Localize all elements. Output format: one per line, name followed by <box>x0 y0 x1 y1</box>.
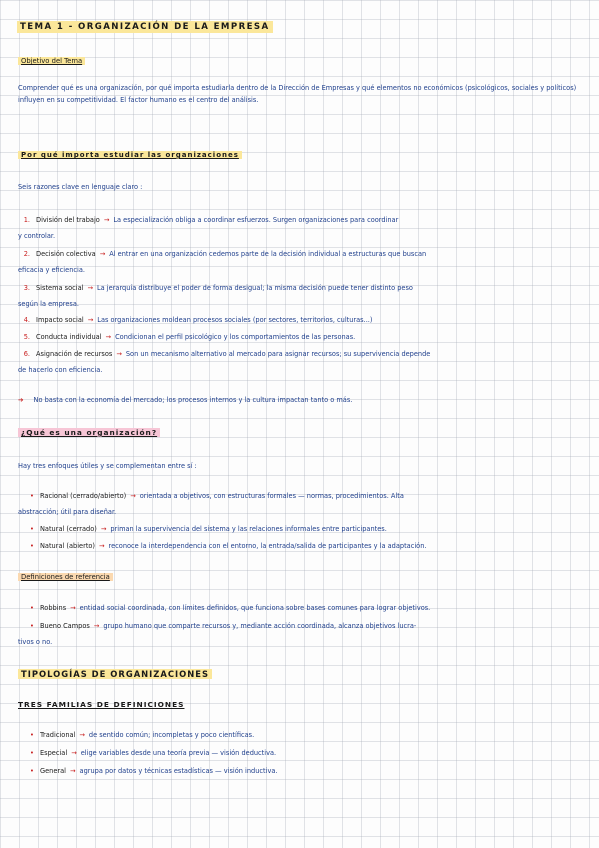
what-item-2: • Natural (cerrado) → priman la supervivencia del sistema y las relaciones informales entre participantes. <box>30 525 387 533</box>
objective-text: Comprender qué es una organización, por qué importa estudiarla dentro de la Dirección de Empresas y qué elementos no económicos (psicológicos, sociales y políticos) influyen en su competitividad. El factor humano es el centro del análisis. <box>18 84 577 104</box>
defs-heading: Definiciones de referencia <box>18 573 113 581</box>
objective-heading: Objetivo del Tema <box>18 57 85 65</box>
arrow-icon: → <box>99 542 105 550</box>
why-item-3-cont: según la empresa. <box>18 300 79 308</box>
why-item-1-cont: y controlar. <box>18 232 56 240</box>
why-item-1: 1. División del trabajo → La especialización obliga a coordinar esfuerzos. Surgen organizaciones para coordinar <box>23 216 399 224</box>
arrow-icon: → <box>116 350 122 358</box>
why-item-4: 4. Impacto social → Las organizaciones moldean procesos sociales (por sectores, territorios, culturas...) <box>23 316 373 324</box>
bullet-icon: • <box>30 749 34 757</box>
what-item-1: • Racional (cerrado/abierto) → orientada a objetivos, con estructuras formales — normas, procedimientos. Alta <box>30 492 404 500</box>
bullet-icon: • <box>30 731 34 739</box>
arrow-icon: → <box>71 749 77 757</box>
arrow-icon: → <box>105 333 112 341</box>
what-intro: Hay tres enfoques útiles y se complementan entre sí : <box>18 462 197 470</box>
bullet-icon: • <box>30 492 34 500</box>
bullet-icon: • <box>30 525 34 533</box>
arrow-icon: → <box>87 284 93 292</box>
types-item-2: • Especial → elige variables desde una teoría previa — visión deductiva. <box>30 749 277 757</box>
why-item-6-cont: de hacerlo con eficiencia. <box>18 366 103 374</box>
page-title: TEMA 1 - ORGANIZACIÓN DE LA EMPRESA <box>17 22 273 32</box>
arrow-icon: → <box>130 492 136 500</box>
why-item-3: 3. Sistema social → La jerarquía distribuye el poder de forma desigual; la misma decisión puede tener distinto peso <box>23 284 413 292</box>
why-item-2: 2. Decisión colectiva → Al entrar en una organización cedemos parte de la decisión individual a estructuras que buscan <box>23 250 427 258</box>
types-item-1: • Tradicional → de sentido común; incompletas y poco científicas. <box>30 731 255 739</box>
types-subheading: TRES FAMILIAS DE DEFINICIONES <box>18 700 185 709</box>
why-intro: Seis razones clave en lenguaje claro : <box>18 183 143 191</box>
what-heading: ¿Qué es una organización? <box>18 428 160 437</box>
defs-item-2-cont: tivos o no. <box>18 638 53 646</box>
arrow-icon: → <box>103 216 110 224</box>
why-item-6: 6. Asignación de recursos → Son un mecanismo alternativo al mercado para asignar recursos; su supervivencia depende <box>23 350 431 358</box>
arrow-icon: → <box>70 604 76 612</box>
what-item-3: • Natural (abierto) → reconoce la interdependencia con el entorno, la entrada/salida de participantes y la adaptación. <box>30 542 427 550</box>
bullet-icon: • <box>30 542 34 550</box>
types-item-3: • General → agrupa por datos y técnicas estadísticas — visión inductiva. <box>30 767 278 775</box>
arrow-icon: → <box>100 525 107 533</box>
why-item-2-cont: eficacia y eficiencia. <box>18 266 85 274</box>
why-heading: Por qué importa estudiar las organizaciones <box>18 151 242 159</box>
note-arrow-icon: ➔ <box>18 396 24 404</box>
arrow-icon: → <box>99 250 106 258</box>
bullet-icon: • <box>30 622 34 630</box>
defs-item-1: • Robbins → entidad social coordinada, con límites definidos, que funciona sobre bases comunes para lograr objetivos. <box>30 604 431 612</box>
bullet-icon: • <box>30 767 34 775</box>
bullet-icon: • <box>30 604 34 612</box>
what-item-1-cont: abstracción; útil para diseñar. <box>18 508 117 516</box>
types-heading: TIPOLOGÍAS DE ORGANIZACIONES <box>18 669 212 679</box>
arrow-icon: → <box>79 731 85 739</box>
arrow-icon: → <box>93 622 100 630</box>
defs-item-2: • Bueno Campos → grupo humano que comparte recursos y, mediante acción coordinada, alcanza objetivos lucra- <box>30 622 417 630</box>
arrow-icon: → <box>70 767 76 775</box>
why-note: ➔ No basta con la economía del mercado; los procesos internos y la cultura impactan tanto o más. <box>18 396 353 404</box>
arrow-icon: → <box>87 316 94 324</box>
why-item-5: 5. Conducta individual → Condicionan el perfil psicológico y los comportamientos de las personas. <box>23 333 356 341</box>
